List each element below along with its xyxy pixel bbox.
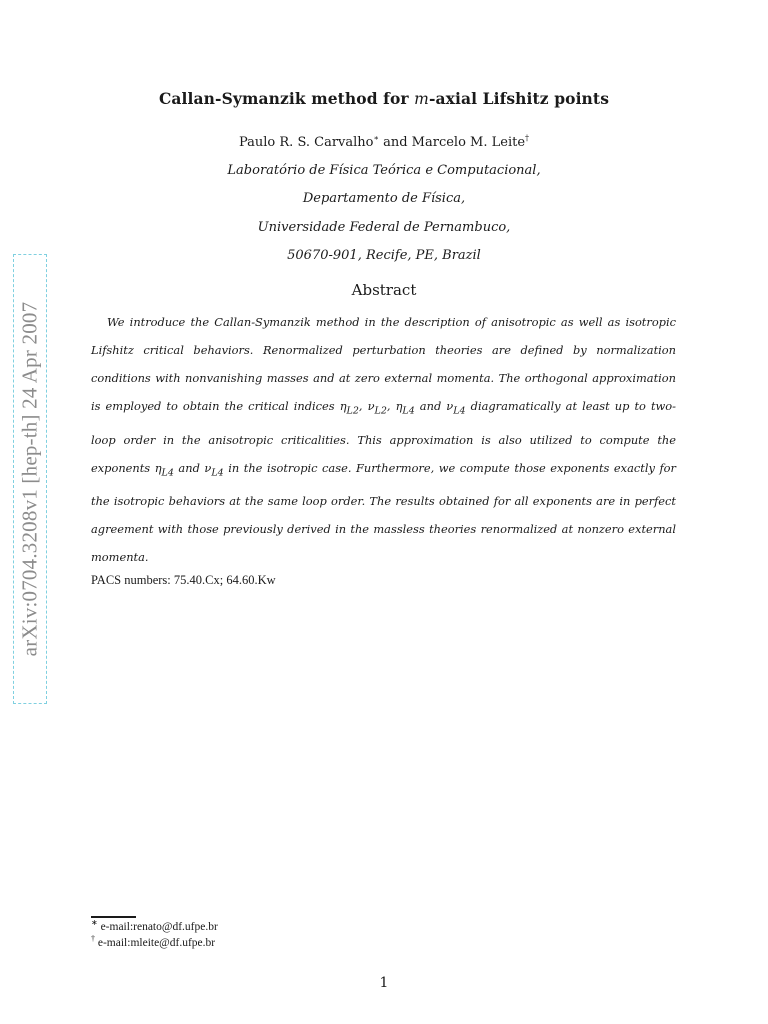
footnote-1 — [91, 918, 218, 933]
author-carvalho: Paulo R. S. Carvalho — [238, 135, 374, 150]
author-mark-dagger: † — [525, 133, 530, 143]
abstract-part-2: diagramatically at least up to two-loop order in the anisotropic criticalities. This approximation is also utilized to compute the exponents — [91, 399, 676, 475]
subscript-l4: L4 — [453, 405, 466, 417]
footnote-2 — [91, 934, 216, 949]
subscript-l2: L2 — [374, 405, 387, 417]
affiliation-line-lab: Laboratório de Física Teórica e Computacional, — [227, 163, 541, 178]
arxiv-identifier: arXiv:0704.3208v1 [hep-th] 24 Apr 2007 — [17, 301, 42, 657]
comma: , — [386, 399, 396, 414]
symbol-eta-l4: η — [154, 460, 162, 475]
author-leite: Marcelo M. Leite — [411, 135, 526, 150]
page-number: 1 — [379, 975, 389, 991]
author-list — [0, 135, 768, 150]
footnote-mark: † — [91, 934, 95, 944]
affiliation-line-address: 50670-901, Recife, PE, Brazil — [287, 248, 481, 263]
comma: , — [358, 399, 368, 414]
abstract-part-1: We introduce the Callan-Symanzik method in the description of anisotropic as well as isotropic Lifshitz critical behaviors. Renormalized perturbation theories are defined by normalization conditions with nonvanishing masses and at zero external momenta. The orthogonal approximation is employed to obtain the critical indices — [91, 315, 676, 414]
author-mark-asterisk: ∗ — [373, 133, 379, 143]
abstract-heading: Abstract — [351, 281, 417, 299]
subscript-l2: L2 — [346, 405, 359, 417]
footnote-email: e-mail:renato@df.ufpe.br — [97, 921, 218, 933]
footnote-mark: ∗ — [91, 918, 98, 928]
paper-title — [0, 89, 768, 108]
affiliation-line-university: Universidade Federal de Pernambuco, — [257, 220, 511, 235]
symbol-nu-l4: ν — [204, 460, 212, 475]
symbol-nu-l2: ν — [367, 399, 375, 414]
symbol-eta-l4: η — [395, 399, 403, 414]
symbol-nu-l4: ν — [446, 399, 454, 414]
subscript-l4: L4 — [402, 405, 415, 417]
conjunction: and — [414, 399, 447, 414]
title-suffix: -axial Lifshitz points — [428, 89, 610, 108]
author-connector: and — [378, 135, 412, 150]
subscript-l4: L4 — [211, 467, 224, 479]
abstract-text — [91, 308, 676, 571]
pacs-numbers: PACS numbers: 75.40.Cx; 64.60.Kw — [91, 573, 276, 587]
title-variable: m — [414, 90, 429, 108]
arxiv-stamp — [13, 254, 47, 704]
conjunction: and — [173, 460, 205, 475]
subscript-l4: L4 — [161, 467, 174, 479]
affiliation-line-department: Departamento de Física, — [302, 191, 466, 206]
footnote-email: e-mail:mleite@df.ufpe.br — [95, 937, 216, 949]
title-prefix: Callan-Symanzik method for — [158, 89, 415, 108]
symbol-eta-l2: η — [339, 399, 347, 414]
abstract-part-3: in the isotropic case. Furthermore, we compute those exponents exactly for the isotropic behaviors at the same loop order. The results obtained for all exponents are in perfect agreement with those previously derived in the massless theories renormalized at nonzero external momenta. — [91, 460, 676, 565]
